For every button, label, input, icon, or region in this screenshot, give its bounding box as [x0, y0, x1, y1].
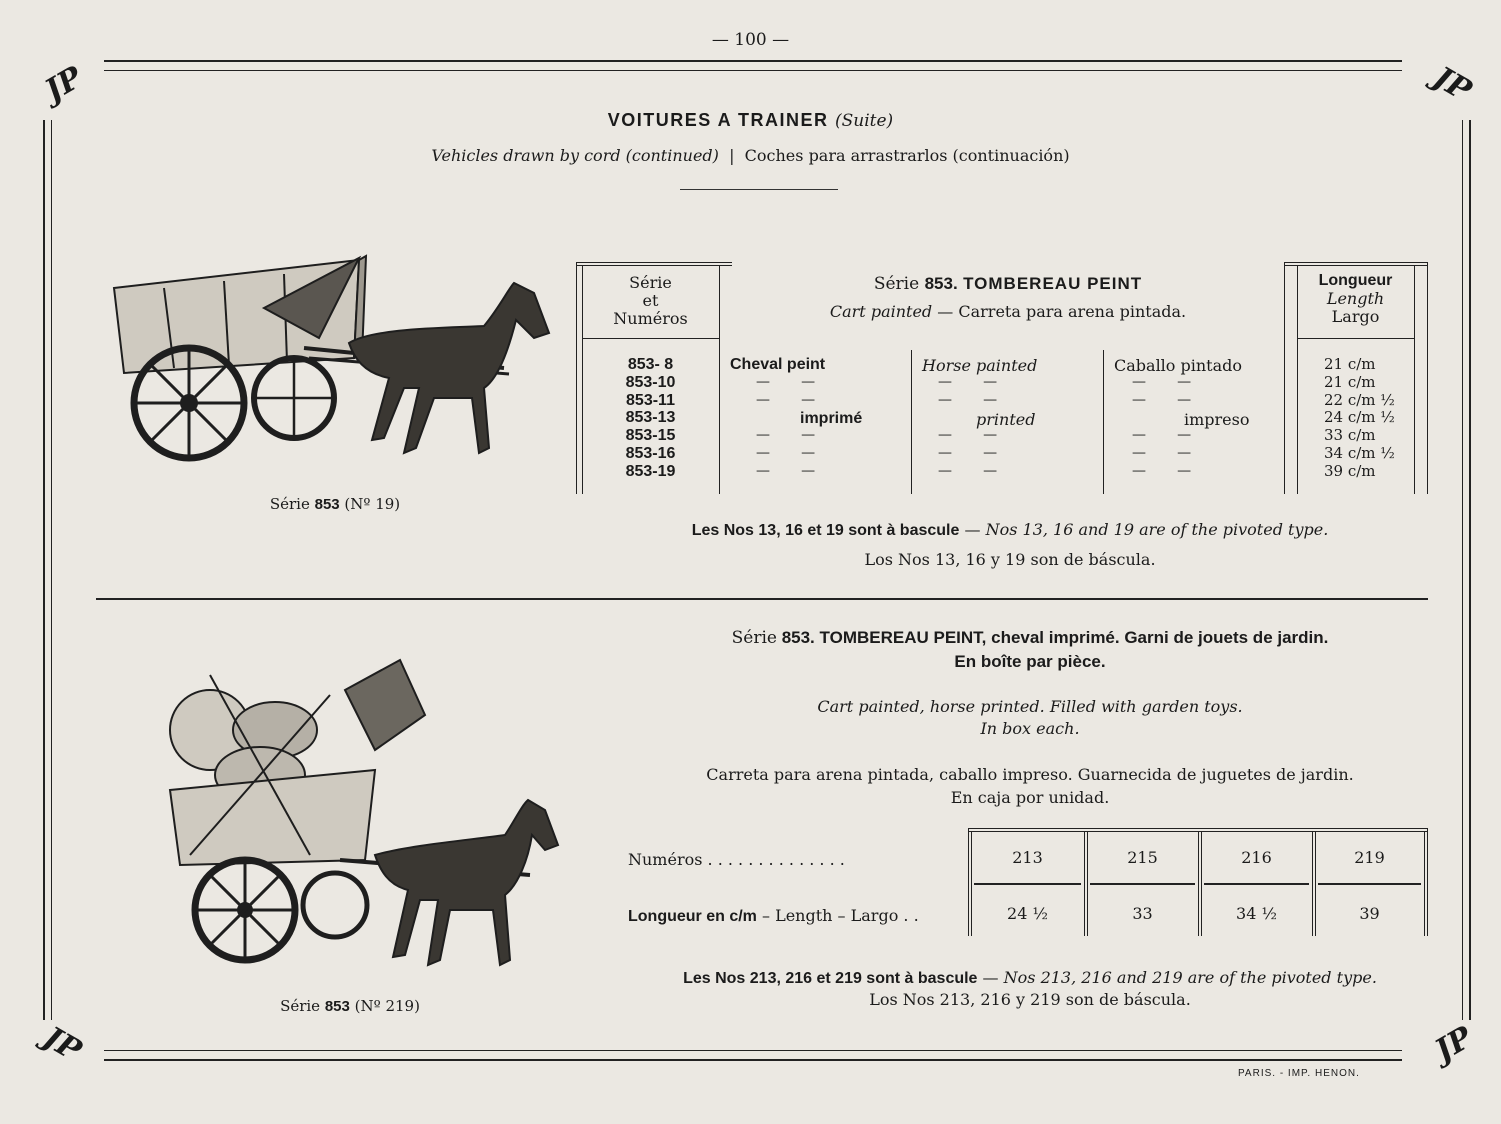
length-value: 21 c/m	[1324, 355, 1376, 373]
s2-title-series: 853.	[781, 628, 815, 647]
caption-image-19	[230, 495, 440, 513]
number-cell: 213	[1012, 848, 1043, 867]
length-value: 21 c/m	[1324, 372, 1376, 391]
s1-title-dash: —	[937, 302, 954, 321]
caption-number: (Nº 19)	[344, 495, 401, 513]
col-cheval-peint: Cheval peint	[730, 356, 826, 373]
monogram-top-left-icon	[30, 50, 96, 116]
series-number: 853- 8	[627, 356, 674, 373]
frame-bottom-rule	[104, 1050, 1402, 1061]
svg-text:JP: JP	[37, 1019, 87, 1069]
row-label-longueur	[628, 906, 919, 926]
series-853-garden-table	[968, 828, 1428, 936]
s2-title-prefix: Série	[731, 628, 777, 648]
page-title	[0, 110, 1501, 131]
series-number-list	[582, 356, 719, 481]
series-number: 853-11	[626, 391, 675, 409]
length-cell: 33	[1132, 904, 1153, 923]
caption-image-219	[240, 997, 460, 1015]
caption-series: 853	[314, 496, 340, 513]
s2-title-rest: TOMBEREAU PEINT, cheval imprimé. Garni de jouets de jardin.	[819, 628, 1329, 647]
head-length: Length	[1326, 289, 1385, 308]
head-largo: Largo	[1331, 307, 1380, 326]
row-label-numeros: Numéros . . . . . . . . . . . . . .	[628, 850, 845, 869]
s2-es-line1: Carreta para arena pintada, caballo impreso. Guarnecida de juguetes de jardin.	[706, 765, 1354, 784]
head-longueur: Longueur	[1318, 272, 1393, 289]
col-caballo-pintado: Caballo pintado	[1114, 356, 1243, 375]
s1-title-en: Cart painted	[829, 302, 933, 321]
section1-subtitle	[732, 302, 1284, 321]
s2-note-dash: —	[982, 968, 999, 987]
series-number: 853-19	[625, 462, 676, 480]
s2-en-line2: In box each.	[980, 719, 1080, 738]
subtitle-es: Coches para arrastrarlos (continuación)	[744, 146, 1070, 165]
section2-spanish	[600, 763, 1460, 809]
svg-text:JP: JP	[1427, 59, 1477, 109]
subtitle-en: Vehicles drawn by cord (continued)	[431, 146, 719, 165]
caption2-series: 853	[324, 998, 350, 1015]
s1-note-en: Nos 13, 16 and 19 are of the pivoted type.	[985, 520, 1329, 539]
series-number: 853-15	[625, 427, 676, 445]
page-subtitle	[0, 146, 1501, 165]
title-main: VOITURES A TRAINER	[607, 110, 829, 130]
series-number: 853-16	[625, 444, 676, 462]
caption2-prefix: Série	[280, 997, 321, 1015]
section1-note	[560, 520, 1460, 540]
printed-es: impreso	[1184, 410, 1250, 429]
length-value: 33 c/m	[1324, 426, 1376, 445]
ditto-marks-es: — — — — — — — — — —	[1132, 374, 1192, 479]
s2-es-line2: En caja por unidad.	[950, 788, 1110, 807]
length-value: 22 c/m ½	[1324, 390, 1395, 409]
series-853-table	[576, 262, 1428, 494]
monogram-bottom-right-icon	[1420, 1010, 1486, 1076]
table-head-right	[1297, 272, 1414, 326]
row-label-longueur-rest: – Length – Largo . .	[762, 906, 919, 925]
table-head-left	[582, 274, 719, 328]
printed-en: printed	[976, 410, 1036, 429]
number-cell: 216	[1241, 848, 1272, 867]
frame-left-rule	[43, 120, 52, 1020]
section2-note	[600, 968, 1460, 988]
length-cell: 24 ½	[1007, 904, 1048, 923]
s1-note-es: Los Nos 13, 16 y 19 son de báscula.	[864, 550, 1156, 569]
row-label-longueur-bold: Longueur en c/m	[628, 908, 757, 925]
s2-en-line1: Cart painted, horse printed. Filled with garden toys.	[817, 697, 1243, 716]
head-et: et	[642, 291, 659, 310]
section2-english	[600, 696, 1460, 740]
s2-title-line2: En boîte par pièce.	[954, 652, 1106, 671]
section-divider	[96, 598, 1428, 600]
monogram-top-right-icon	[1420, 50, 1486, 116]
s2-note-en: Nos 213, 216 and 219 are of the pivoted type.	[1003, 968, 1377, 987]
s1-title-prefix: Série	[873, 274, 920, 294]
caption-prefix: Série	[269, 495, 310, 513]
section2-title	[600, 626, 1460, 673]
printer-imprint: PARIS. - IMP. HENON.	[1238, 1068, 1360, 1079]
title-rule	[680, 189, 838, 190]
length-value: 39 c/m	[1324, 461, 1376, 480]
length-value: 34 c/m ½	[1324, 443, 1395, 462]
s1-title-name: TOMBEREAU PEINT	[963, 274, 1143, 293]
horse-cart-image-219	[150, 655, 570, 985]
printed-fr: imprimé	[800, 410, 863, 427]
ditto-marks-fr: — — — — — — — — — —	[756, 374, 816, 479]
length-cell: 39	[1359, 904, 1380, 923]
col-horse-painted: Horse painted	[922, 356, 1038, 375]
horse-cart-image-19	[104, 248, 564, 488]
number-cell: 215	[1127, 848, 1158, 867]
frame-top-rule	[104, 60, 1402, 71]
frame-right-rule	[1462, 120, 1471, 1020]
length-value: 24 c/m ½	[1324, 408, 1395, 427]
number-cell: 219	[1354, 848, 1385, 867]
title-suffix: (Suite)	[835, 111, 894, 131]
length-cell: 34 ½	[1236, 904, 1277, 923]
s1-title-es: Carreta para arena pintada.	[958, 302, 1187, 321]
monogram-bottom-left-icon	[30, 1010, 96, 1076]
ditto-marks-en: — — — — — — — — — —	[938, 374, 998, 479]
head-numeros: Numéros	[613, 309, 688, 328]
caption2-number: (Nº 219)	[354, 997, 420, 1015]
s1-note-dash: —	[964, 520, 981, 539]
head-serie: Série	[629, 273, 672, 292]
svg-text:JP: JP	[39, 59, 89, 109]
subtitle-separator: |	[729, 146, 735, 165]
section1-title	[732, 274, 1284, 294]
s2-note-es: Los Nos 213, 216 y 219 son de báscula.	[869, 990, 1191, 1009]
s1-note-fr: Les Nos 13, 16 et 19 sont à bascule	[691, 522, 960, 539]
s2-note-fr: Les Nos 213, 216 et 219 sont à bascule	[683, 970, 978, 987]
length-list	[1324, 356, 1395, 481]
series-number: 853-13	[625, 409, 676, 427]
page-number: — 100 —	[711, 30, 790, 50]
s1-title-series: 853.	[924, 274, 958, 293]
series-number: 853-10	[625, 373, 676, 391]
svg-text:JP: JP	[1429, 1019, 1479, 1069]
